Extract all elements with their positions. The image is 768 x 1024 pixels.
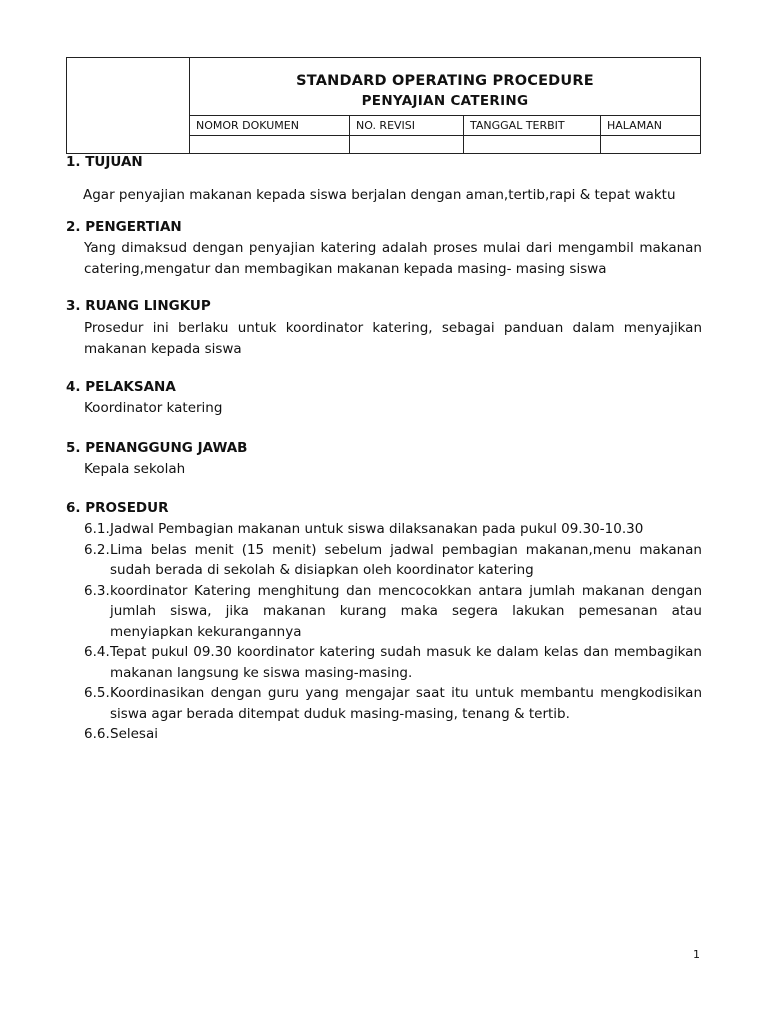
procedure-line: jumlah siswa, jika makanan kurang maka segera lakukan pemesanan atau (110, 603, 702, 619)
body-line: Prosedur ini berlaku untuk koordinator katering, sebagai panduan dalam menyajikan (84, 320, 702, 336)
section-heading-pengertian: 2. PENGERTIAN (66, 219, 182, 235)
document-title: STANDARD OPERATING PROCEDURE (296, 73, 594, 89)
section-heading-ruang-lingkup: 3. RUANG LINGKUP (66, 298, 211, 314)
procedure-number: 6.2. (84, 541, 110, 558)
procedure-list (84, 519, 702, 745)
section-heading-penanggung-jawab: 5. PENANGGUNG JAWAB (66, 440, 248, 456)
procedure-line: Jadwal Pembagian makanan untuk siswa dilaksanakan pada pukul 09.30-10.30 (110, 521, 644, 537)
body-line: Koordinator katering (84, 400, 223, 416)
procedure-item (84, 642, 702, 683)
procedure-line: makanan langsung ke siswa masing-masing. (110, 664, 413, 681)
procedure-number: 6.5. (84, 685, 110, 701)
meta-value-row (190, 136, 700, 153)
procedure-line: koordinator Katering menghitung dan mencocokkan antara jumlah makanan dengan (110, 582, 702, 599)
procedure-line: Selesai (110, 726, 158, 742)
title-cell (190, 58, 700, 116)
body-line: catering,mengatur dan membagikan makanan kepada masing- masing siswa (84, 261, 607, 277)
procedure-number: 6.3. (84, 582, 110, 599)
procedure-line: Tepat pukul 09.30 koordinator katering sudah masuk ke dalam kelas dan membagikan (110, 644, 702, 660)
meta-label-no-revisi: NO. REVISI (350, 116, 464, 135)
section-body-pengertian (84, 238, 702, 280)
logo-cell (67, 58, 190, 153)
meta-label-tanggal-terbit: TANGGAL TERBIT (464, 116, 601, 135)
page-number: 1 (693, 948, 700, 961)
meta-label-row (190, 116, 700, 136)
meta-label-nomor-dokumen: NOMOR DOKUMEN (190, 116, 350, 135)
procedure-item (84, 540, 702, 581)
meta-label-halaman: HALAMAN (607, 119, 662, 132)
section-body-penanggung-jawab (84, 459, 702, 480)
section-heading-prosedur: 6. PROSEDUR (66, 500, 169, 516)
meta-value-halaman (601, 136, 700, 153)
procedure-line: menyiapkan kekurangannya (110, 623, 302, 640)
section-body-pelaksana (84, 398, 702, 419)
section-heading-tujuan: 1. TUJUAN (66, 154, 143, 170)
body-line: makanan kepada siswa (84, 341, 242, 357)
procedure-line: siswa agar berada ditempat duduk masing-masing, tenang & tertib. (110, 705, 570, 722)
procedure-line: sudah berada di sekolah & disiapkan oleh koordinator katering (110, 562, 534, 578)
meta-value-nomor-dokumen (190, 136, 350, 153)
sop-header-table (66, 57, 701, 154)
body-line: Agar penyajian makanan kepada siswa berjalan dengan aman,tertib,rapi & tepat waktu (83, 187, 676, 203)
procedure-item (84, 724, 702, 745)
document-subtitle: PENYAJIAN CATERING (361, 93, 529, 109)
body-line: Kepala sekolah (84, 461, 186, 477)
procedure-line: Lima belas menit (15 menit) sebelum jadwal pembagian makanan,menu makanan (110, 541, 702, 558)
body-line: Yang dimaksud dengan penyajian katering adalah proses mulai dari mengambil makanan (84, 240, 702, 256)
section-body-tujuan (83, 185, 701, 206)
meta-value-no-revisi (350, 136, 464, 153)
procedure-line: Koordinasikan dengan guru yang mengajar saat itu untuk membantu mengkodisikan (110, 685, 702, 701)
procedure-number: 6.4. (84, 644, 110, 660)
procedure-number: 6.1. (84, 521, 110, 537)
section-heading-pelaksana: 4. PELAKSANA (66, 379, 176, 395)
meta-value-tanggal-terbit (464, 136, 601, 153)
procedure-item (84, 581, 702, 643)
procedure-item (84, 519, 702, 540)
procedure-number: 6.6. (84, 726, 110, 742)
procedure-item (84, 683, 702, 724)
section-body-ruang-lingkup (84, 318, 702, 360)
